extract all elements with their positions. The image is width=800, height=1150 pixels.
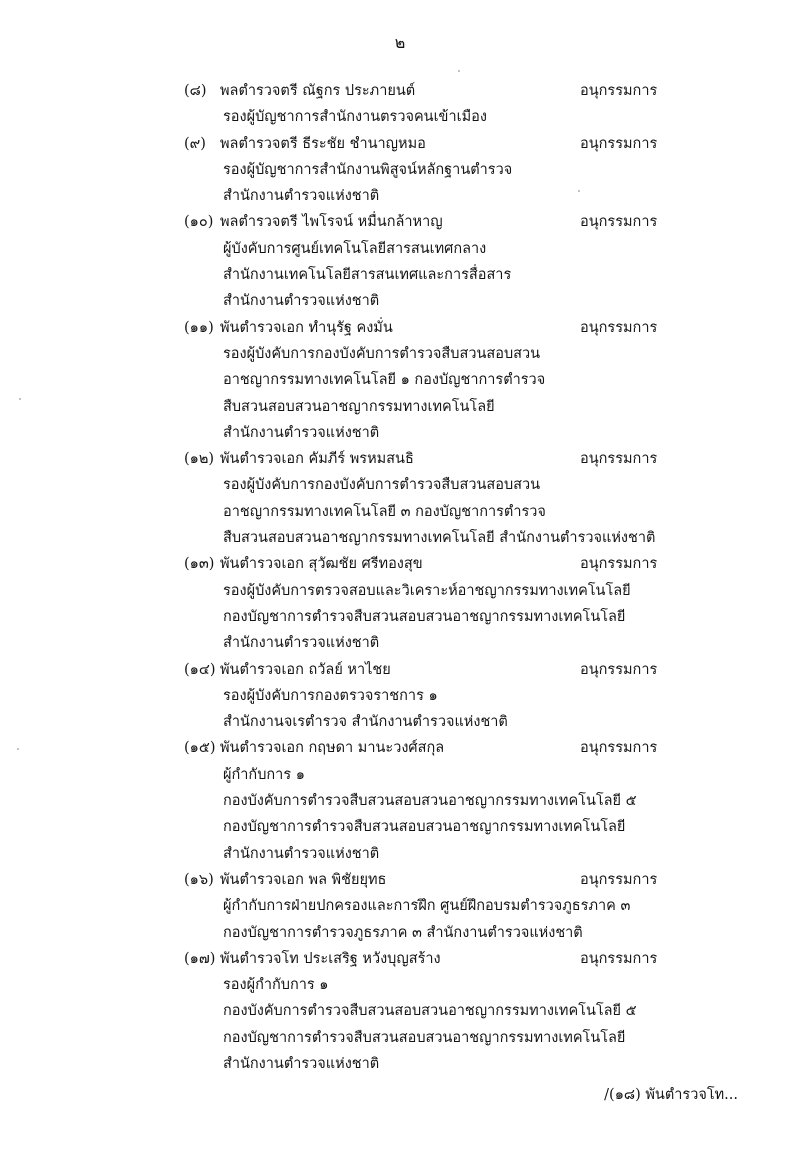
member-header xyxy=(184,446,764,472)
committee-member xyxy=(184,867,764,946)
committee-member xyxy=(184,315,764,446)
member-role: อนุกรรมการ xyxy=(580,950,658,967)
member-name: พันตำรวจโท ประเสริฐ หวังบุญสร้าง xyxy=(220,950,441,967)
member-header xyxy=(184,946,764,972)
scan-speck xyxy=(19,398,21,400)
member-position-line: สำนักงานตำรวจแห่งชาติ xyxy=(223,845,380,862)
member-role: อนุกรรมการ xyxy=(580,135,658,152)
member-position-line: รองผู้บัญชาการสำนักงานพิสูจน์หลักฐานตำรวจ xyxy=(223,161,513,178)
member-name: พลตำรวจตรี ณัฐกร ประภายนต์ xyxy=(220,83,416,99)
member-role: อนุกรรมการ xyxy=(580,214,658,231)
member-role: อนุกรรมการ xyxy=(580,661,658,678)
member-number: (๘) xyxy=(184,83,207,99)
member-position-line: ผู้บังคับการศูนย์เทคโนโลยีสารสนเทศกลาง xyxy=(223,240,487,257)
member-role: อนุกรรมการ xyxy=(580,871,658,888)
member-number: (๑๗) xyxy=(184,950,216,967)
member-position-line: อาชญากรรมทางเทคโนโลยี ๑ กองบัญชาการตำรวจ xyxy=(223,372,546,389)
committee-member xyxy=(184,131,764,210)
committee-member xyxy=(184,735,764,866)
committee-member xyxy=(184,657,764,736)
member-role: อนุกรรมการ xyxy=(580,451,658,468)
member-header xyxy=(184,867,764,893)
member-position-line: สำนักงานตำรวจแห่งชาติ xyxy=(223,424,380,441)
member-name: พันตำรวจเอก ถวัลย์ หาไชย xyxy=(220,661,391,678)
member-position-line: กองบังคับการตำรวจสืบสวนสอบสวนอาชญากรรมทางเทคโนโลยี ๕ xyxy=(223,793,637,810)
member-position-line: รองผู้บังคับการตรวจสอบและวิเคราะห์อาชญากรรมทางเทคโนโลยี xyxy=(223,582,631,599)
member-position-line: สำนักงานตำรวจแห่งชาติ xyxy=(223,293,380,310)
member-role: อนุกรรมการ xyxy=(580,319,658,336)
member-header xyxy=(184,551,764,577)
member-name: พลตำรวจตรี ธีระชัย ชำนาญหมอ xyxy=(220,135,426,152)
member-header xyxy=(184,131,764,157)
scan-speck xyxy=(17,748,19,750)
member-role: อนุกรรมการ xyxy=(580,556,658,573)
member-number: (๑๐) xyxy=(184,214,214,231)
member-position-line: รองผู้บังคับการกองตรวจราชการ ๑ xyxy=(223,687,438,704)
member-position-line: กองบัญชาการตำรวจสืบสวนสอบสวนอาชญากรรมทางเทคโนโลยี xyxy=(223,819,626,836)
member-position-line: กองบัญชาการตำรวจสืบสวนสอบสวนอาชญากรรมทางเทคโนโลยี xyxy=(223,1029,626,1046)
member-name: พลตำรวจตรี ไพโรจน์ หมื่นกล้าหาญ xyxy=(220,214,443,231)
member-header xyxy=(184,209,764,235)
member-number: (๑๑) xyxy=(184,319,214,336)
committee-member xyxy=(184,78,764,131)
member-role: อนุกรรมการ xyxy=(580,740,658,757)
member-number: (๑๓) xyxy=(184,556,215,573)
member-position-line: กองบัญชาการตำรวจสืบสวนสอบสวนอาชญากรรมทางเทคโนโลยี xyxy=(223,608,626,625)
scan-speck xyxy=(458,70,460,72)
member-position-line: สำนักงานตำรวจแห่งชาติ xyxy=(223,188,380,205)
member-position-line: สืบสวนสอบสวนอาชญากรรมทางเทคโนโลยี สำนักงานตำรวจแห่งชาติ xyxy=(223,530,656,547)
committee-member xyxy=(184,551,764,656)
member-position-line: รองผู้กำกับการ ๑ xyxy=(223,977,329,994)
member-name: พันตำรวจเอก กฤษดา มานะวงศ์สกุล xyxy=(220,740,445,757)
member-position-line: อาชญากรรมทางเทคโนโลยี ๓ กองบัญชาการตำรวจ xyxy=(223,503,546,520)
member-position-line: ผู้กำกับการฝ่ายปกครองและการฝึก ศูนย์ฝึกอบรมตำรวจภูธรภาค ๓ xyxy=(223,898,631,915)
member-role: อนุกรรมการ xyxy=(580,83,658,99)
member-position-line: รองผู้บังคับการกองบังคับการตำรวจสืบสวนสอบสวน xyxy=(223,345,541,362)
member-number: (๑๖) xyxy=(184,871,214,888)
member-header xyxy=(184,315,764,341)
member-position-line: กองบังคับการตำรวจสืบสวนสอบสวนอาชญากรรมทางเทคโนโลยี ๕ xyxy=(223,1003,637,1020)
member-position-line: รองผู้บัญชาการสำนักงานตรวจคนเข้าเมือง xyxy=(223,109,487,126)
member-position-line: สำนักงานตำรวจแห่งชาติ xyxy=(223,1055,380,1072)
member-position-line: สำนักงานตำรวจแห่งชาติ xyxy=(223,635,380,652)
page-number: ๒ xyxy=(394,33,406,52)
committee-member-list xyxy=(184,78,764,1077)
committee-member xyxy=(184,946,764,1077)
member-position-line: สำนักงานเทคโนโลยีสารสนเทศและการสื่อสาร xyxy=(223,267,512,284)
member-header xyxy=(184,735,764,761)
member-number: (๑๔) xyxy=(184,661,216,678)
member-position-line: กองบัญชาการตำรวจภูธรภาค ๓ สำนักงานตำรวจแห่งชาติ xyxy=(223,924,583,941)
committee-member xyxy=(184,446,764,551)
member-header xyxy=(184,78,764,104)
member-position-line: สำนักงานจเรตำรวจ สำนักงานตำรวจแห่งชาติ xyxy=(223,714,508,731)
member-name: พันตำรวจเอก พล พิชัยยุทธ xyxy=(220,871,387,888)
member-name: พันตำรวจเอก สุวัฒชัย ศรีทองสุข xyxy=(220,556,423,573)
member-name: พันตำรวจเอก ทำนุรัฐ คงมั่น xyxy=(220,319,393,336)
member-number: (๙) xyxy=(184,135,206,152)
member-name: พันตำรวจเอก คัมภีร์ พรหมสนธิ xyxy=(220,451,414,468)
member-number: (๑๒) xyxy=(184,451,215,468)
continuation-marker: /(๑๘) พันตำรวจโท... xyxy=(604,1087,738,1103)
member-header xyxy=(184,657,764,683)
committee-member xyxy=(184,209,764,314)
member-number: (๑๕) xyxy=(184,740,216,757)
member-position-line: สืบสวนสอบสวนอาชญากรรมทางเทคโนโลยี xyxy=(223,398,495,415)
scan-speck xyxy=(578,190,580,192)
member-position-line: ผู้กำกับการ ๑ xyxy=(223,766,305,783)
member-position-line: รองผู้บังคับการกองบังคับการตำรวจสืบสวนสอบสวน xyxy=(223,477,541,494)
